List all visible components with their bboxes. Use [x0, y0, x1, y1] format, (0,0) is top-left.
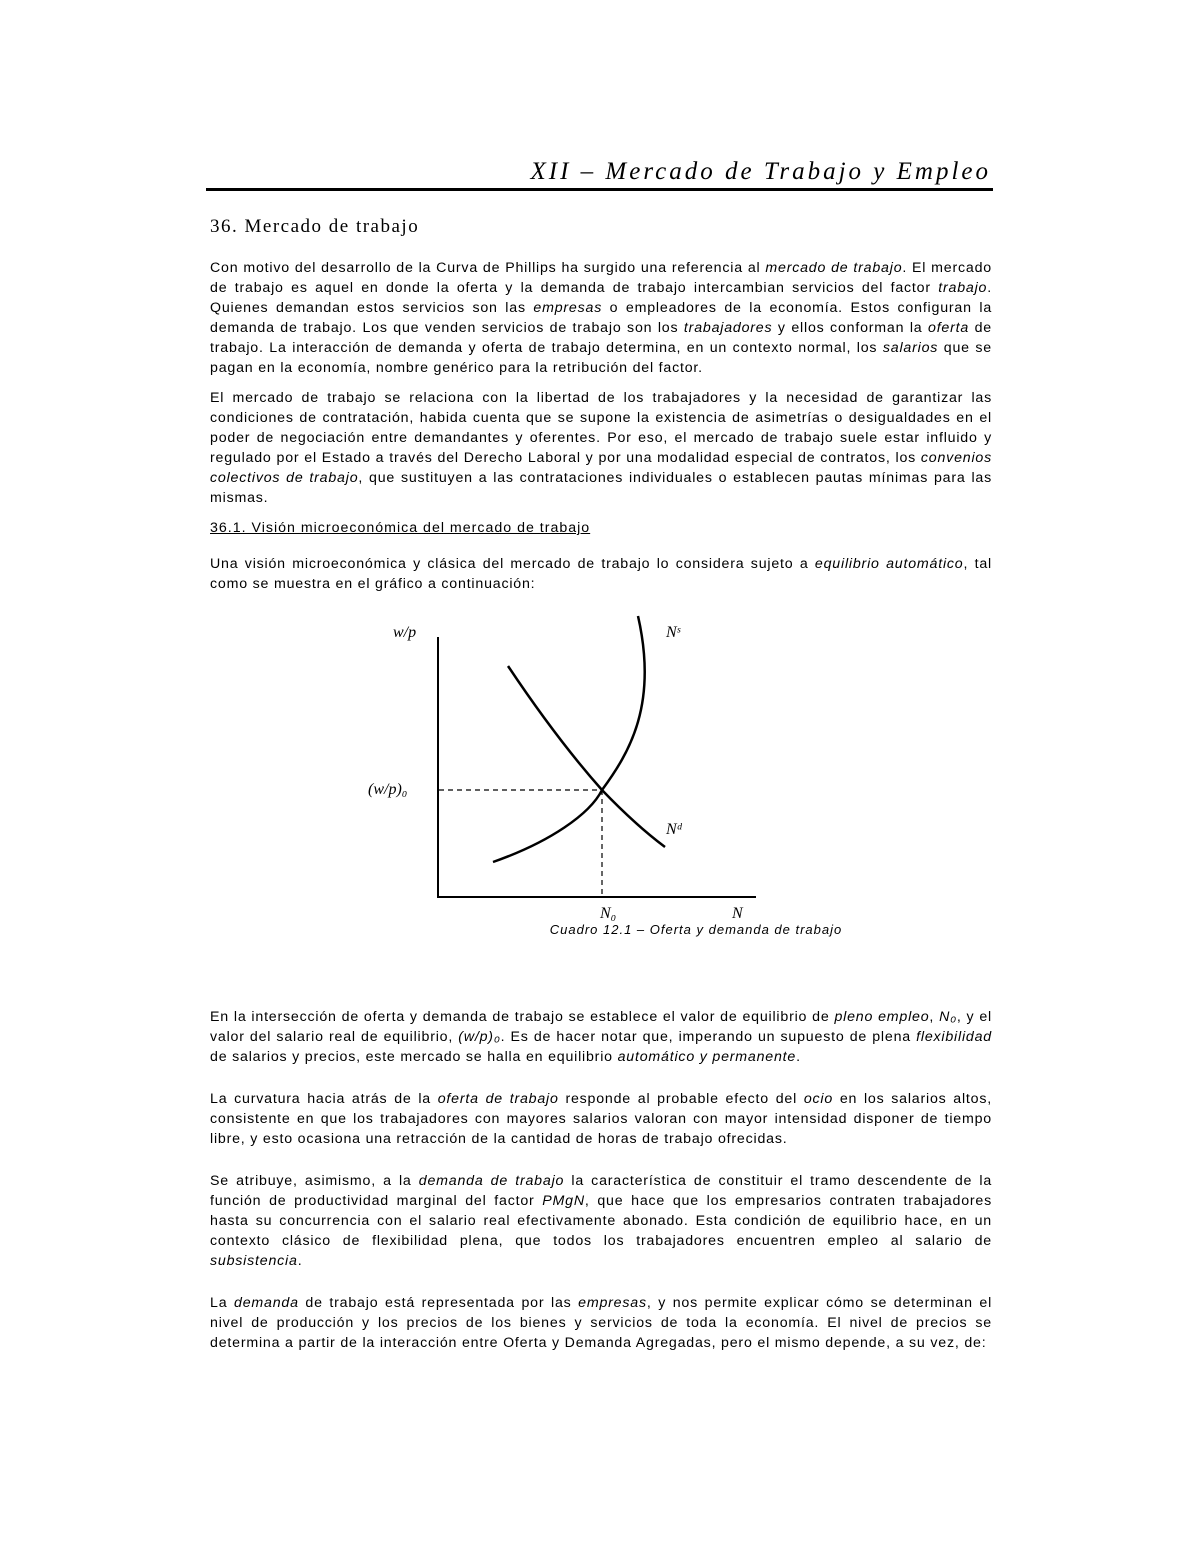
- y-equilibrium-label: (w/p)₀: [368, 781, 408, 798]
- y-axis-label: w/p: [393, 624, 417, 641]
- supply-demand-figure: [210, 604, 992, 999]
- figure-caption: Cuadro 12.1 – Oferta y demanda de trabajo: [549, 922, 843, 937]
- subsection-title: 36.1. Visión microeconómica del mercado de trabajo: [210, 520, 591, 536]
- x-axis-label: N: [732, 905, 743, 922]
- supply-label: Nˢ: [666, 624, 681, 641]
- section-title: 36. Mercado de trabajo: [210, 216, 420, 237]
- paragraph-3: Una visión microeconómica y clásica del mercado de trabajo lo considera sujeto a equilibrio automático, tal como se muestra en el gráfico a continuación:: [210, 556, 992, 592]
- demand-curve: [508, 666, 665, 847]
- paragraph-4: En la intersección de oferta y demanda de trabajo se establece el valor de equilibrio de pleno empleo, N₀, y el valor del salario real de equilibrio, (w/p)₀. Es de hacer notar que, imperando un supuesto de plena flexibilidad de salarios y precios, este mercado se halla en equilibrio automático y permanente.: [210, 1009, 992, 1065]
- labor-market-chart: [210, 604, 992, 944]
- paragraph-1: Con motivo del desarrollo de la Curva de Phillips ha surgido una referencia al mercado de trabajo. El mercado de trabajo es aquel en donde la oferta y la demanda de trabajo intercambian servicios del factor trabajo. Quienes demandan estos servicios son las empresas o empleadores de la economía. Estos configuran la demanda de trabajo. Los que venden servicios de trabajo son los trabajadores y ellos conforman la oferta de trabajo. La interacción de demanda y oferta de trabajo determina, en un contexto normal, los salarios que se pagan en la economía, nombre genérico para la retribución del factor.: [210, 260, 993, 376]
- paragraph-2: El mercado de trabajo se relaciona con la libertad de los trabajadores y la necesidad de garantizar las condiciones de contratación, habida cuenta que se supone la existencia de asimetrías o desigualdades en el poder de negociación entre demandantes y oferentes. Por eso, el mercado de trabajo suele estar influido y regulado por el Estado a través del Derecho Laboral y por una modalidad especial de contratos, los convenios colectivos de trabajo, que sustituyen a las contrataciones individuales o establecen pautas mínimas para las mismas.: [210, 390, 992, 506]
- paragraph-7: La demanda de trabajo está representada por las empresas, y nos permite explicar cómo se determinan el nivel de producción y los precios de los bienes y servicios de toda la economía. El nivel de precios se determina a partir de la interacción entre Oferta y Demanda Agregadas, pero el mismo depende, a su vez, de:: [210, 1295, 993, 1351]
- chapter-title: XII – Mercado de Trabajo y Empleo: [530, 158, 991, 185]
- paragraph-5: La curvatura hacia atrás de la oferta de trabajo responde al probable efecto del ocio en los salarios altos, consistente en que los trabajadores con mayores salarios valoran con mayor intensidad disponer de tiempo libre, y esto ocasiona una retracción de la cantidad de horas de trabajo ofrecidas.: [210, 1091, 992, 1147]
- document-body: [210, 216, 992, 1363]
- demand-label: Nᵈ: [666, 821, 682, 838]
- x-equilibrium-label: N₀: [600, 905, 617, 922]
- page-header: [206, 152, 993, 191]
- supply-curve: [493, 616, 645, 862]
- paragraph-6: Se atribuye, asimismo, a la demanda de trabajo la característica de constituir el tramo descendente de la función de productividad marginal del factor PMgN, que hace que los empresarios contraten trabajadores hasta su concurrencia con el salario real efectivamente abonado. Esta condición de equilibrio hace, en un contexto clásico de flexibilidad plena, que todos los trabajadores encuentren empleo al salario de subsistencia.: [210, 1173, 993, 1269]
